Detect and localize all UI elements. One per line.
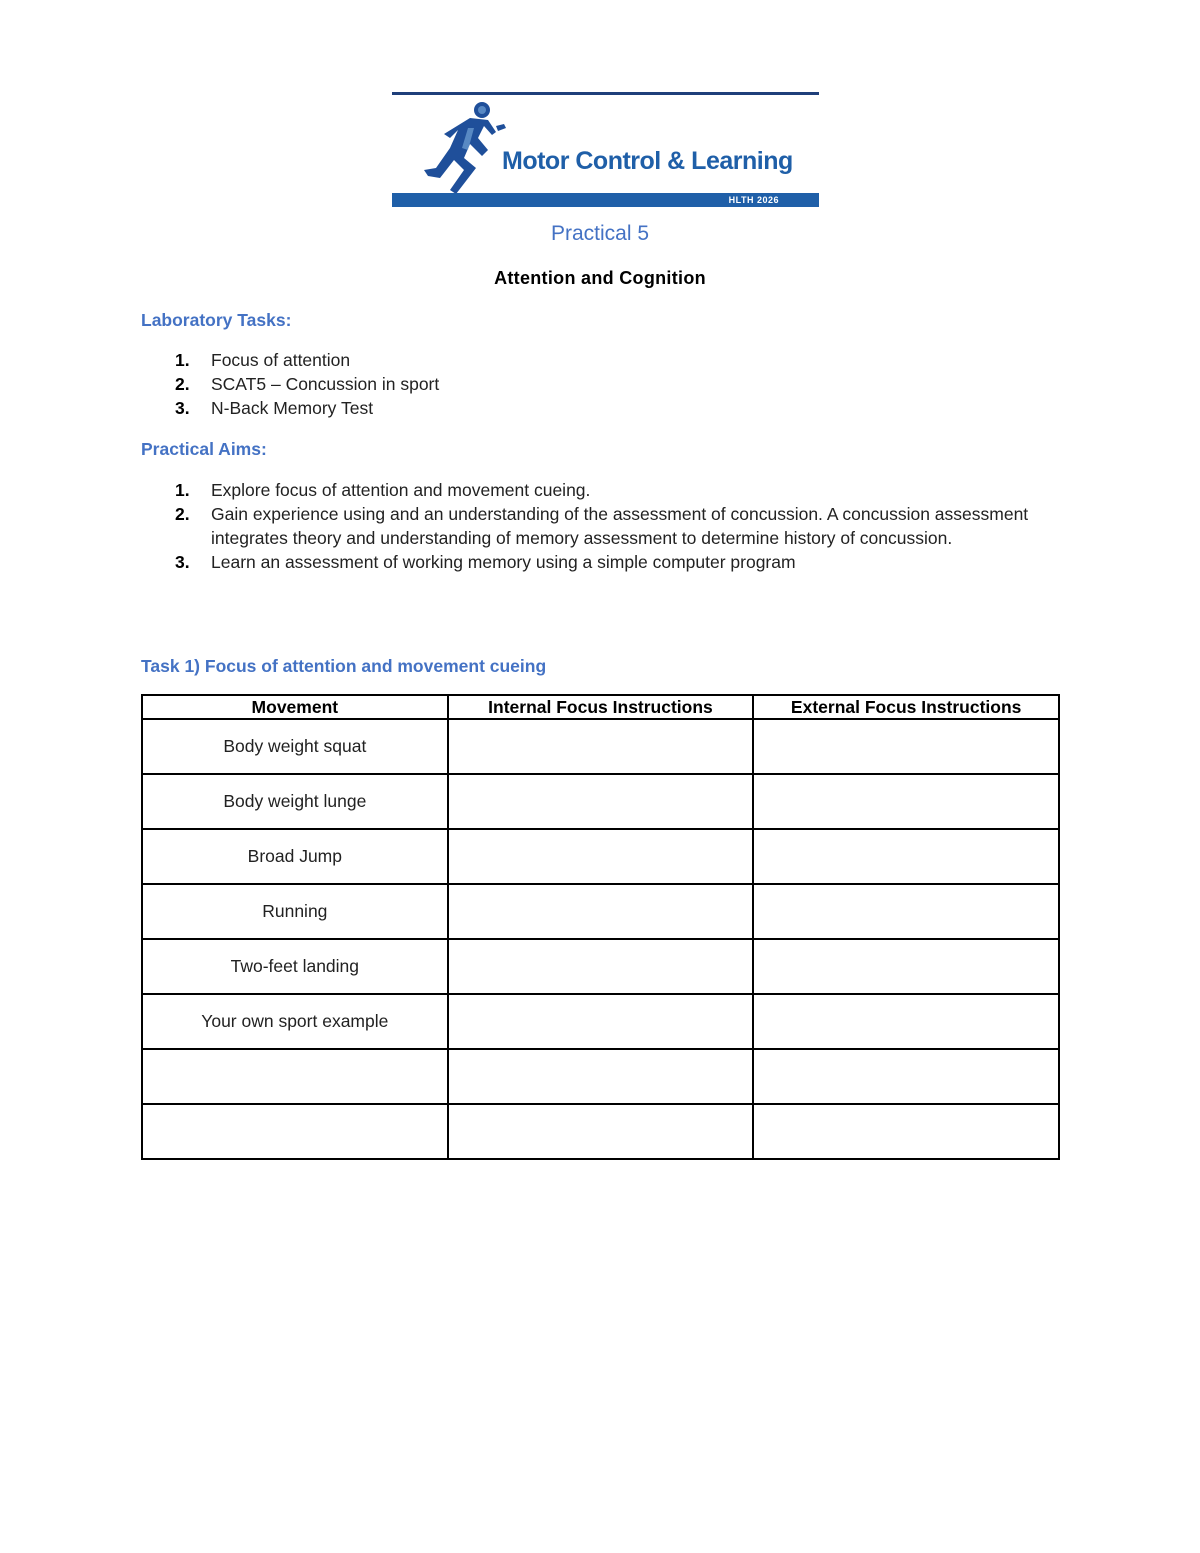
banner-bottom-bar bbox=[392, 193, 819, 207]
movement-cell: Two-feet landing bbox=[142, 939, 448, 994]
column-header-external: External Focus Instructions bbox=[753, 695, 1059, 719]
course-banner bbox=[392, 92, 819, 208]
practical-subtitle: Attention and Cognition bbox=[494, 268, 706, 288]
list-item: 3. Learn an assessment of working memory using a simple computer program bbox=[175, 552, 796, 572]
lab-tasks-heading: Laboratory Tasks: bbox=[141, 310, 292, 330]
external-focus-cell[interactable] bbox=[753, 1104, 1059, 1159]
external-focus-cell[interactable] bbox=[753, 994, 1059, 1049]
list-item: 2. Gain experience using and an understanding of the assessment of concussion. A concussion assessment integrates theory and understanding of memory assessment to determine history of concussion. bbox=[175, 504, 1029, 548]
movement-cell[interactable] bbox=[142, 1049, 448, 1104]
internal-focus-cell[interactable] bbox=[448, 1049, 754, 1104]
table-row bbox=[142, 1104, 1059, 1159]
internal-focus-cell[interactable] bbox=[448, 829, 754, 884]
list-item: 2. SCAT5 – Concussion in sport bbox=[175, 374, 440, 394]
external-focus-cell[interactable] bbox=[753, 829, 1059, 884]
internal-focus-cell[interactable] bbox=[448, 774, 754, 829]
focus-instructions-table bbox=[141, 694, 1060, 1160]
table-row bbox=[142, 1049, 1059, 1104]
movement-cell: Your own sport example bbox=[142, 994, 448, 1049]
practical-title: Practical 5 bbox=[550, 222, 650, 245]
list-item: 1. Explore focus of attention and movement cueing. bbox=[175, 480, 591, 500]
course-code: HLTH 2026 bbox=[728, 195, 779, 205]
table-row bbox=[142, 774, 1059, 829]
external-focus-cell[interactable] bbox=[753, 719, 1059, 774]
running-man-icon bbox=[410, 98, 510, 206]
internal-focus-cell[interactable] bbox=[448, 939, 754, 994]
internal-focus-cell[interactable] bbox=[448, 719, 754, 774]
list-item: 3. N-Back Memory Test bbox=[175, 398, 374, 418]
practical-aims-heading: Practical Aims: bbox=[141, 439, 267, 459]
column-header-internal: Internal Focus Instructions bbox=[448, 695, 754, 719]
banner-top-line bbox=[392, 92, 819, 95]
table-row bbox=[142, 719, 1059, 774]
movement-cell[interactable] bbox=[142, 1104, 448, 1159]
practical-aims-list bbox=[141, 478, 1061, 574]
table-row bbox=[142, 994, 1059, 1049]
table-row bbox=[142, 884, 1059, 939]
external-focus-cell[interactable] bbox=[753, 774, 1059, 829]
internal-focus-cell[interactable] bbox=[448, 994, 754, 1049]
list-item: 1. Focus of attention bbox=[175, 350, 351, 370]
movement-cell: Body weight squat bbox=[142, 719, 448, 774]
banner-title: Motor Control & Learning bbox=[502, 147, 793, 175]
table-header-row bbox=[142, 695, 1059, 719]
column-header-movement: Movement bbox=[142, 695, 448, 719]
external-focus-cell[interactable] bbox=[753, 1049, 1059, 1104]
movement-cell: Running bbox=[142, 884, 448, 939]
movement-cell: Broad Jump bbox=[142, 829, 448, 884]
table-row bbox=[142, 829, 1059, 884]
external-focus-cell[interactable] bbox=[753, 884, 1059, 939]
task1-heading: Task 1) Focus of attention and movement cueing bbox=[141, 656, 547, 676]
table-row bbox=[142, 939, 1059, 994]
lab-tasks-list bbox=[141, 348, 1061, 420]
internal-focus-cell[interactable] bbox=[448, 1104, 754, 1159]
internal-focus-cell[interactable] bbox=[448, 884, 754, 939]
movement-cell: Body weight lunge bbox=[142, 774, 448, 829]
external-focus-cell[interactable] bbox=[753, 939, 1059, 994]
